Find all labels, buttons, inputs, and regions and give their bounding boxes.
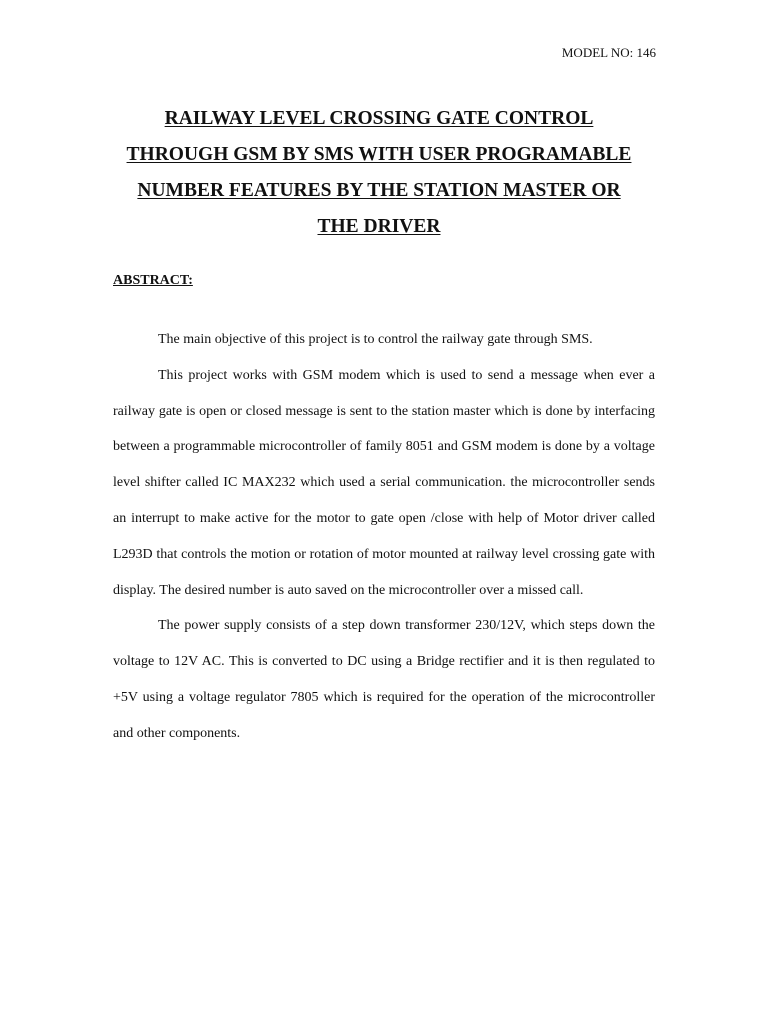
title-line-1: RAILWAY LEVEL CROSSING GATE CONTROL bbox=[164, 108, 594, 129]
abstract-paragraph-3: The power supply consists of a step down transformer 230/12V, which steps down the voltage to 12V AC. This is converted to DC using a Bridge rectifier and it is then regulated to +5V using a voltage regulator 7805 which is required for the operation of the microcontroller and other components. bbox=[113, 618, 655, 741]
model-number: MODEL NO: 146 bbox=[561, 45, 656, 60]
abstract-heading: ABSTRACT: bbox=[113, 273, 193, 288]
title-line-4: THE DRIVER bbox=[317, 216, 441, 237]
abstract-body bbox=[113, 322, 655, 752]
abstract-paragraph-2: This project works with GSM modem which is used to send a message when ever a railway gate is open or closed message is sent to the station master which is done by interfacing between a programmable microcontroller of family 8051 and GSM modem is done by a voltage level shifter called IC MAX232 which used a serial communication. the microcontroller sends an interrupt to make active for the motor to gate open /close with help of Motor driver called L293D that controls the motion or rotation of motor mounted at railway level crossing gate with display. The desired number is auto saved on the microcontroller over a missed call. bbox=[113, 367, 655, 598]
document-title bbox=[112, 101, 646, 245]
abstract-paragraph-1: The main objective of this project is to control the railway gate through SMS. bbox=[158, 332, 593, 347]
title-line-3: NUMBER FEATURES BY THE STATION MASTER OR bbox=[137, 180, 621, 201]
title-line-2: THROUGH GSM BY SMS WITH USER PROGRAMABLE bbox=[126, 144, 632, 165]
